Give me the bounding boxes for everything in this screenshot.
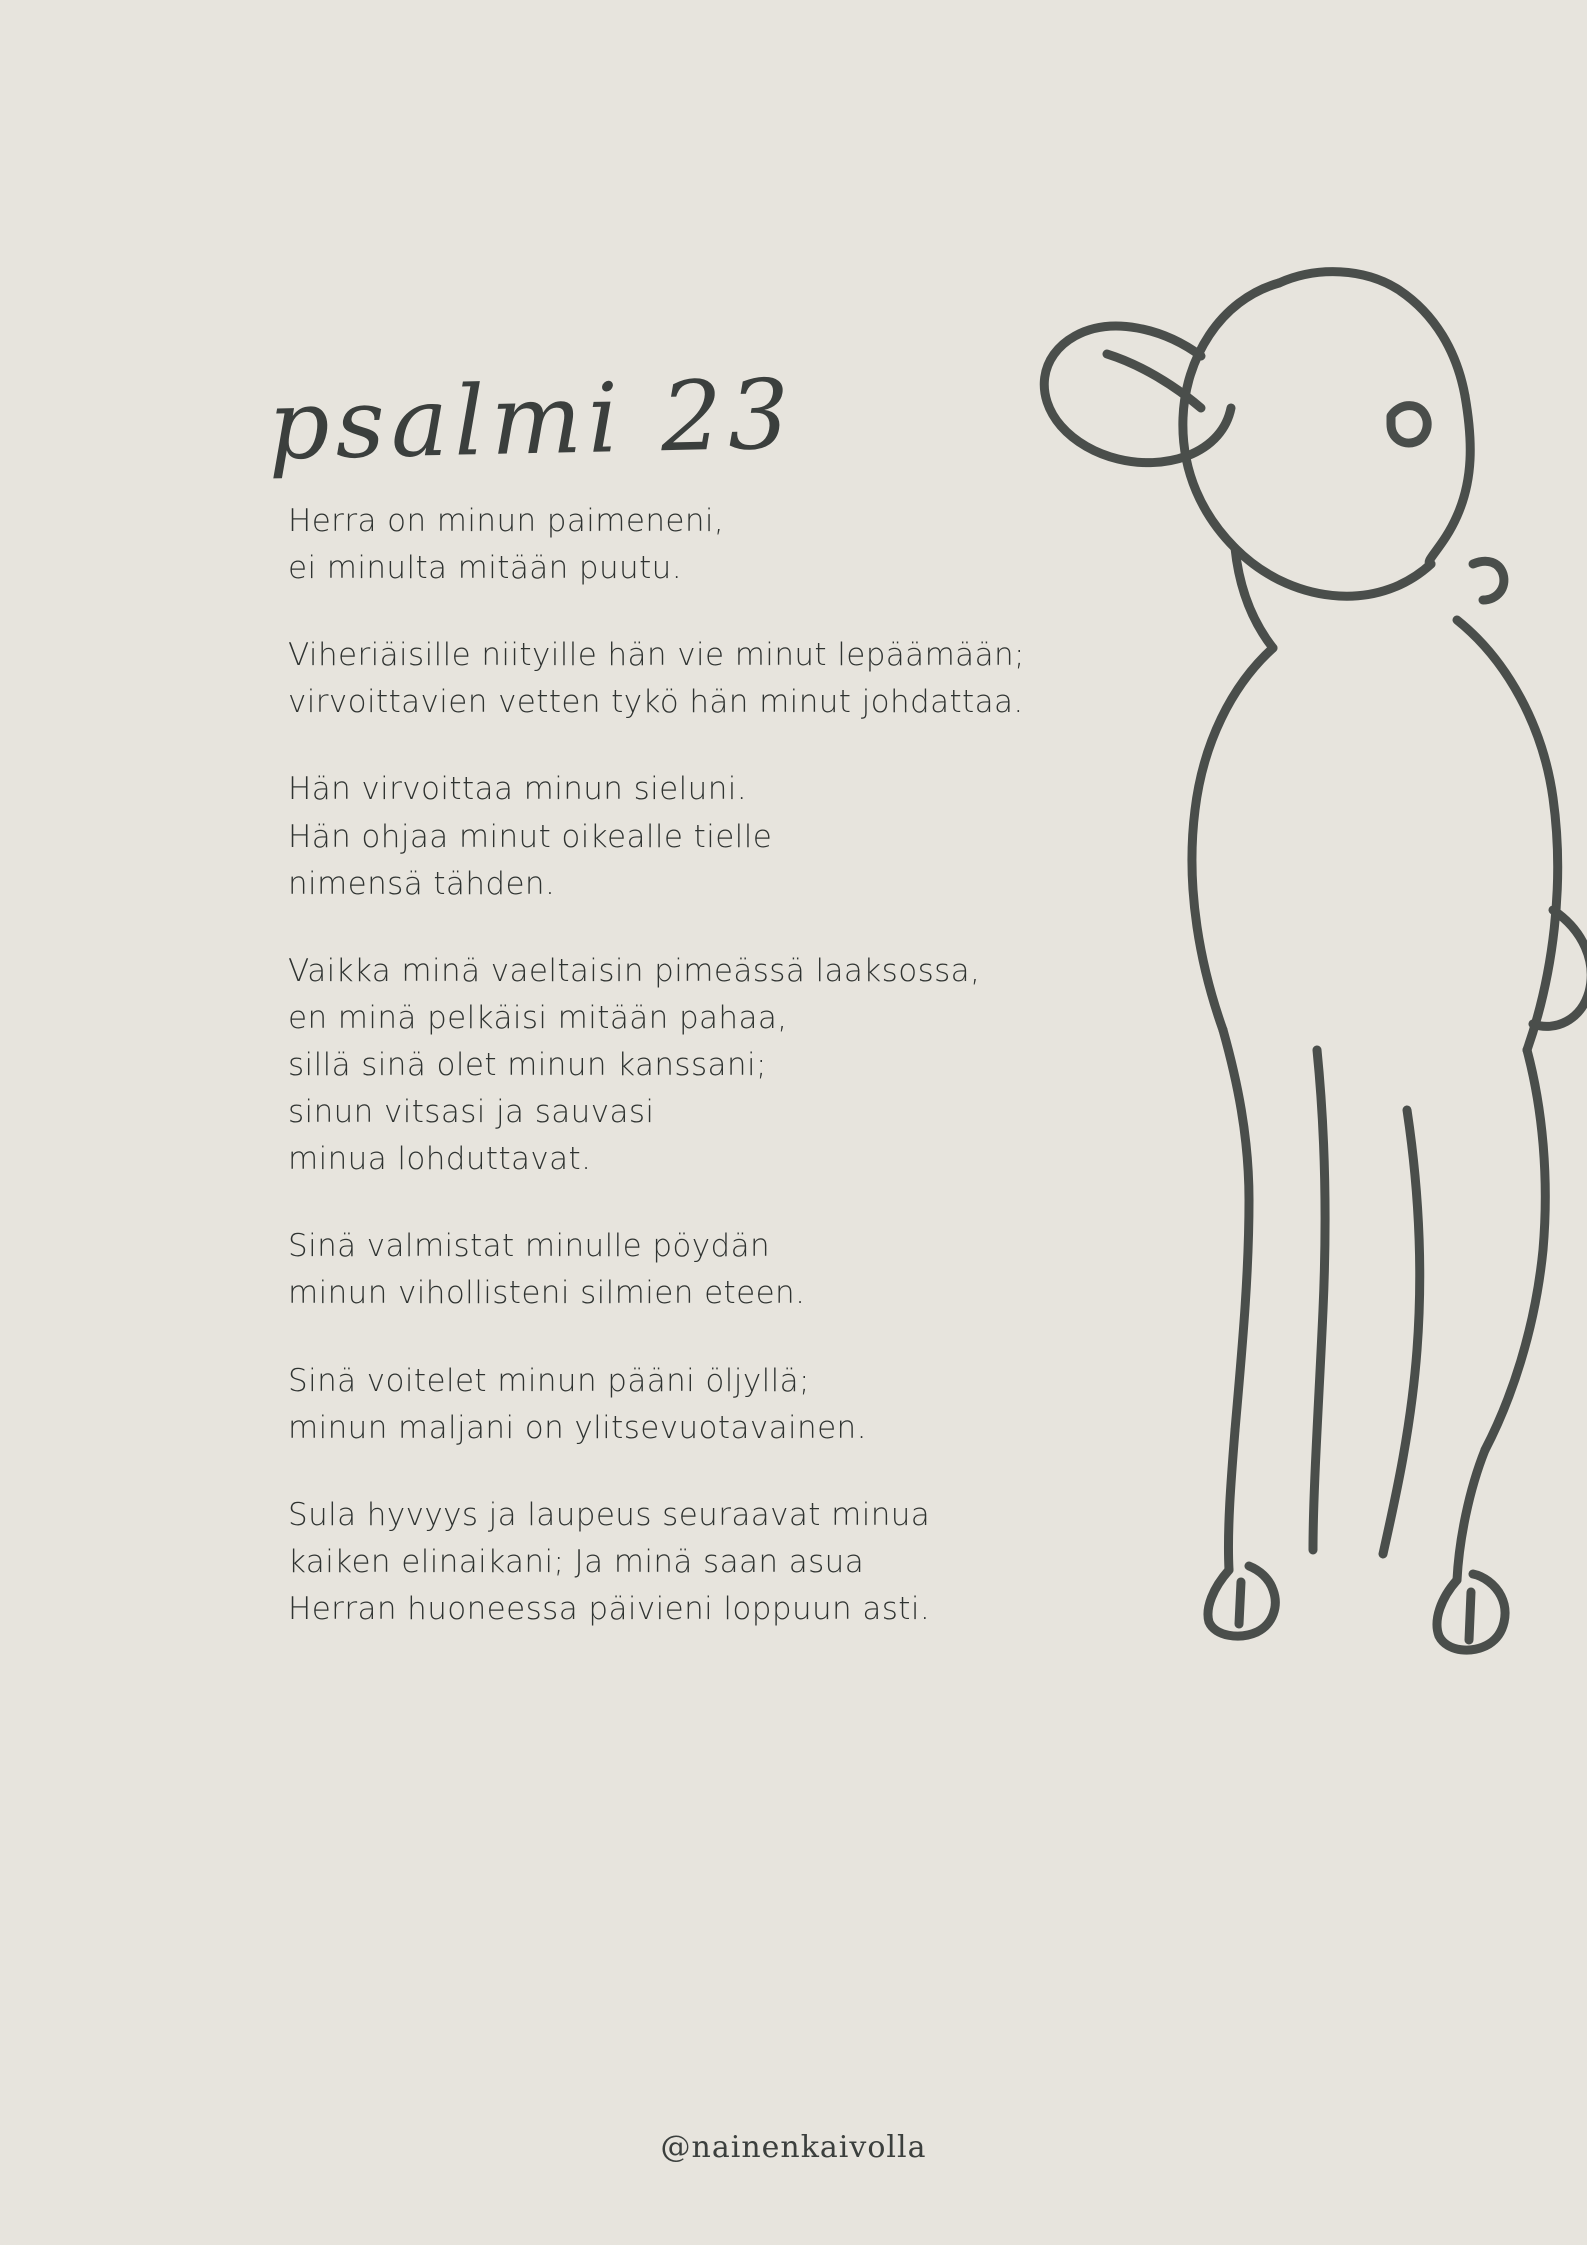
poem-body — [288, 498, 1248, 1633]
author-handle: @nainenkaivolla — [660, 2130, 927, 2165]
poem-line: en minä pelkäisi mitään pahaa, — [288, 999, 788, 1036]
stanza — [288, 1492, 1248, 1633]
poem-line: sillä sinä olet minun kanssani; — [288, 1046, 767, 1083]
stanza — [288, 498, 1248, 592]
poem-line: Hän ohjaa minut oikealle tielle — [288, 818, 773, 855]
poem-line: nimensä tähden. — [288, 865, 556, 902]
stanza — [288, 948, 1248, 1184]
poem-line: sinun vitsasi ja sauvasi — [288, 1094, 655, 1131]
poem-line: minun maljani on ylitsevuotavainen. — [288, 1409, 867, 1446]
stanza — [288, 766, 1248, 907]
poem-line: Vaikka minä vaeltaisin pimeässä laaksossa, — [288, 952, 981, 989]
poem-line: virvoittavien vetten tykö hän minut johdattaa. — [288, 684, 1024, 721]
poem-line: Sinä voitelet minun pääni öljyllä; — [288, 1362, 810, 1399]
stanza — [288, 1223, 1248, 1317]
poem-line: ei minulta mitään puutu. — [288, 550, 682, 587]
stanza — [288, 1358, 1248, 1452]
poem-line: Viheriäisille niityille hän vie minut lepäämään; — [288, 637, 1025, 674]
poem-line: Sula hyvyys ja laupeus seuraavat minua — [288, 1496, 931, 1533]
poem-line: minun vihollisteni silmien eteen. — [288, 1275, 806, 1312]
poem-line: Hän virvoittaa minun sieluni. — [288, 771, 748, 808]
poem-line: Herran huoneessa päivieni loppuun asti. — [288, 1590, 931, 1627]
poem-line: Sinä valmistat minulle pöydän — [288, 1228, 771, 1265]
poem-line: minua lohduttavat. — [288, 1141, 592, 1178]
page-title: psalmi 23 — [266, 358, 797, 482]
poem-line: kaiken elinaikani; Ja minä saan asua — [288, 1543, 865, 1580]
stanza — [288, 632, 1248, 726]
poem-line: Herra on minun paimeneni, — [288, 503, 725, 539]
